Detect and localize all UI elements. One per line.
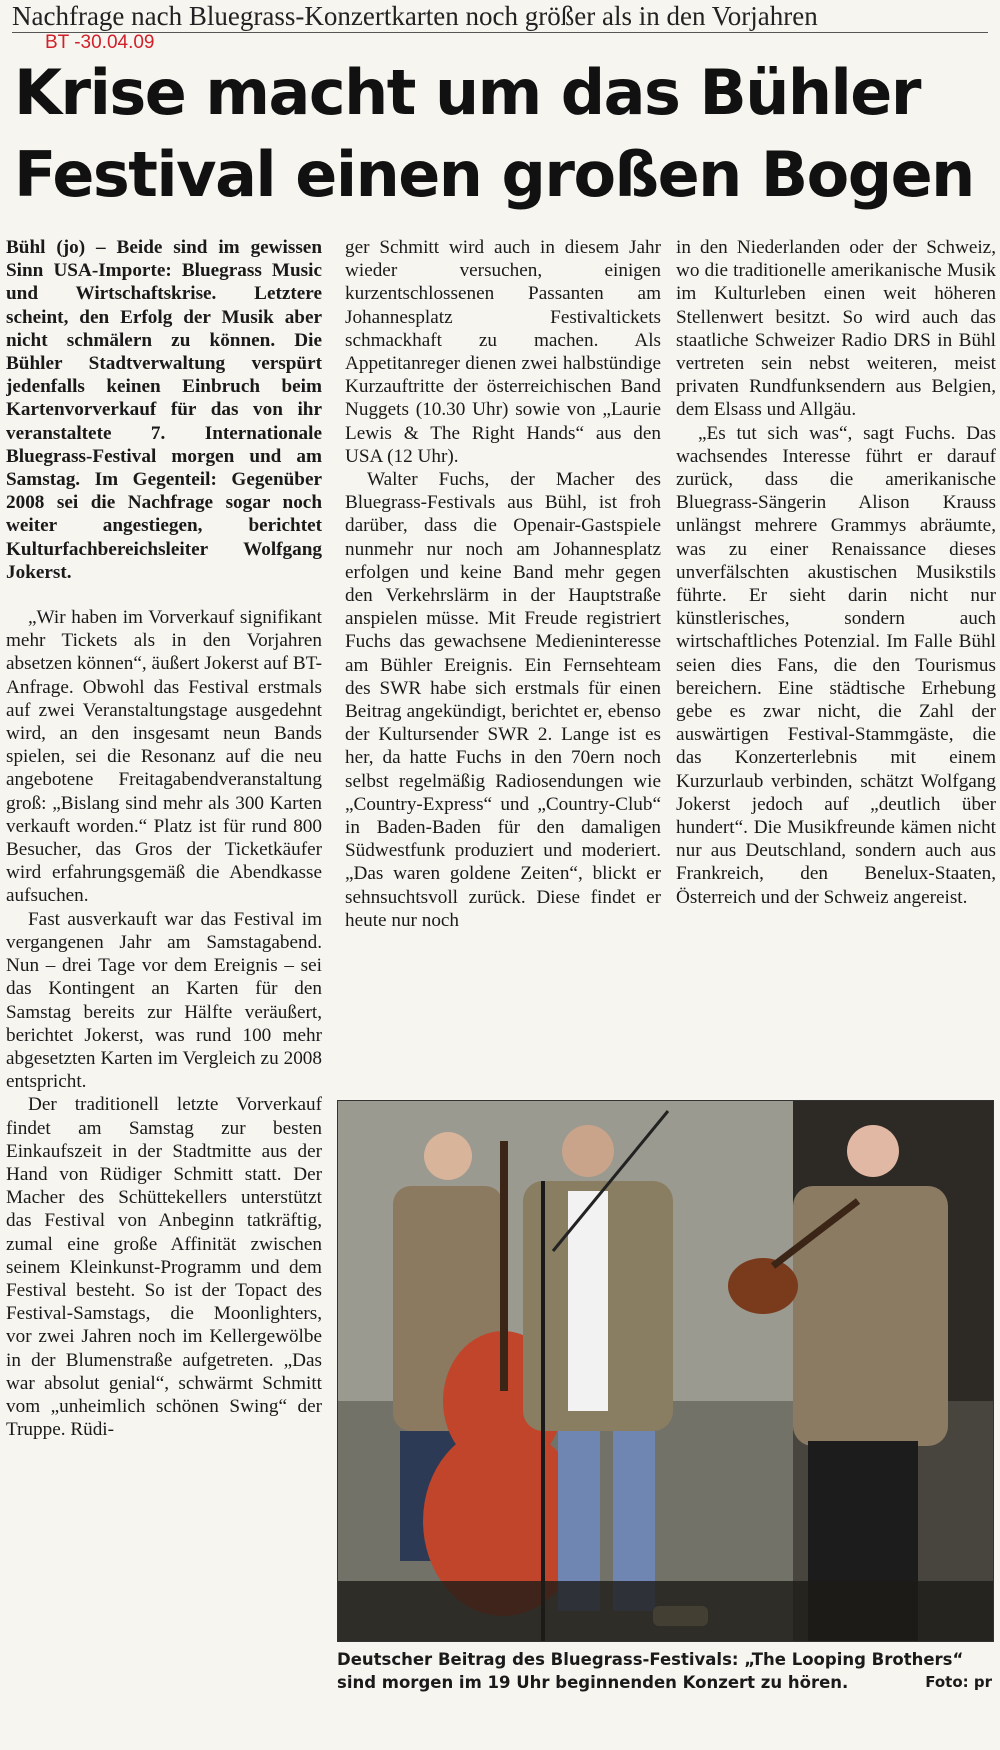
article-column-1 [6, 236, 322, 1706]
band-photo-illustration [338, 1101, 993, 1641]
body-paragraph: Walter Fuchs, der Macher des Bluegrass-Festivals aus Bühl, ist froh darüber, dass die Openair-Gastspiele nunmehr nur noch am Johannesplatz erfolgen und keine Band mehr gegen den Verkehrslärm in der Hauptstraße anspielen müsse. Mit Freude registriert Fuchs das gewachsene Medieninteresse am Bühler Ereignis. Ein Fernsehteam des SWR habe sich erstmals für einen Beitrag angekündigt, berichtet er, ebenso der Kultursender SWR 2. Lange ist es her, da hatte Fuchs in den 70ern noch selbst regelmäßig Radiosendungen wie „Country-Express“ und „Country-Club“ in Baden-Baden für den damaligen Südwestfunk produziert und moderiert. „Das waren goldene Zeiten“, blickt er sehnsuchtsvoll zurück. Diese findet er heute nur noch [345, 469, 661, 931]
kicker: Nachfrage nach Bluegrass-Konzertkarten noch größer als in den Vorjahren [12, 0, 988, 33]
body-paragraph: Der traditionell letzte Vorverkauf findet am Samstag zur besten Einkaufszeit in der Stadtmitte aus der Hand von Rüdiger Schmitt statt. Der Macher des Schüttekellers unterstützt das Festival von Anbeginn tatkräftig, zumal eine große Affinität zwischen seinem Kleinkunst-Programm und dem Festival besteht. So ist der Topact des Festival-Samstags, die Moonlighters, vor zwei Jahren noch im Kellergewölbe in der Blumenstraße aufgetreten. „Das war absolut genial“, schwärmt Schmitt vom „unheimlich schönen Swing“ der Truppe. Rüdi- [6, 1094, 322, 1441]
body-paragraph: ger Schmitt wird auch in diesem Jahr wieder versuchen, einigen kurzentschlossenen Passanten am Johannesplatz Festivaltickets schmackhaft zu machen. Als Appetitanreger dienen zwei halbstündige Kurzauftritte der österreichischen Band Nuggets (10.30 Uhr) sowie von „Laurie Lewis & The Right Hands“ aus den USA (12 Uhr). [345, 237, 661, 467]
article-column-2 [345, 236, 661, 1076]
headline-line-2: Festival einen großen Bogen [14, 138, 974, 211]
body-paragraph: Fast ausverkauft war das Festival im vergangenen Jahr am Samstagabend. Nun – drei Tage vor dem Ereignis – sei das Kontingent an Karten für den Samstag bereits zur Hälfte veräußert, berichtet Jokerst, was rund 100 mehr abgesetzten Karten im Vergleich zu 2008 entspricht. [6, 908, 322, 1093]
headline [14, 52, 994, 216]
body-paragraph: „Es tut sich was“, sagt Fuchs. Das wachsendes Interesse führt er darauf zurück, dass die amerikanische Bluegrass-Sängerin Alison Krauss unlängst mehrere Grammys abräumte, was zu einer Renaissance dieses unverfälschten akustischen Musikstils führte. Er sieht darin nicht nur künstlerisches, sondern auch wirtschaftliches Potenzial. Im Falle Bühl seien dies Fans, die den Tourismus bereichern. Eine städtische Erhebung gebe es zwar nicht, die Zahl der auswärtigen Festival-Stammgäste, die das Konzerterlebnis mit einem Kurzurlaub verbinden, schätzt Wolfgang Jokerst jedoch auf „deutlich über hundert“. Die Musikfreunde kämen nicht nur aus Deutschland, sondern auch aus Frankreich, den Benelux-Staaten, Österreich und der Schweiz angereist. [676, 422, 996, 908]
lead-paragraph: Bühl (jo) – Beide sind im gewissen Sinn USA-Importe: Bluegrass Music und Wirtschaftskrise. Letztere scheint, den Erfolg der Musik aber nicht schmälern zu können. Die Bühler Stadtverwaltung verspürt jedenfalls keinen Einbruch beim Kartenvorverkauf für das von ihr veranstaltete 7. Internationale Bluegrass-Festival morgen und am Samstag. Im Gegenteil: Gegenüber 2008 sei die Nachfrage sogar noch weiter angestiegen, berichtet Kulturfachbereichsleiter Wolfgang Jokerst. [6, 237, 322, 583]
body-paragraph: „Wir haben im Vorverkauf signifikant mehr Tickets als in den Vorjahren absetzen können“, äußert Jokerst auf BT-Anfrage. Obwohl das Festival erstmals auf zwei Veranstaltungstage ausgedehnt wird, an den insgesamt neun Bands spielen, sei die Resonanz auf die neu angebotene Freitagabendveranstaltung groß: „Bislang sind mehr als 300 Karten verkauft worden.“ Platz ist für rund 800 Besucher, das Gros der Ticketkäufer wird erfahrungsgemäß die Abendkasse aufsuchen. [6, 607, 322, 907]
band-photo [337, 1100, 994, 1642]
headline-line-1: Krise macht um das Bühler [14, 56, 920, 129]
body-paragraph: in den Niederlanden oder der Schweiz, wo die traditionelle amerikanische Musik im Kulturleben einen weit höheren Stellenwert besitzt. So wird auch das staatliche Schweizer Radio DRS in Bühl vertreten sein nebst weiteren, meist privaten Rundfunksendern aus Belgien, dem Elsass und Allgäu. [676, 237, 996, 421]
date-stamp: BT -30.04.09 [45, 32, 155, 53]
photo-caption: Deutscher Beitrag des Bluegrass-Festivals: „The Looping Brothers“ sind morgen im 19 Uhr beginnenden Konzert zu hören. [337, 1650, 964, 1692]
article-column-3 [676, 236, 996, 1076]
photo-credit: Foto: pr [925, 1673, 992, 1691]
